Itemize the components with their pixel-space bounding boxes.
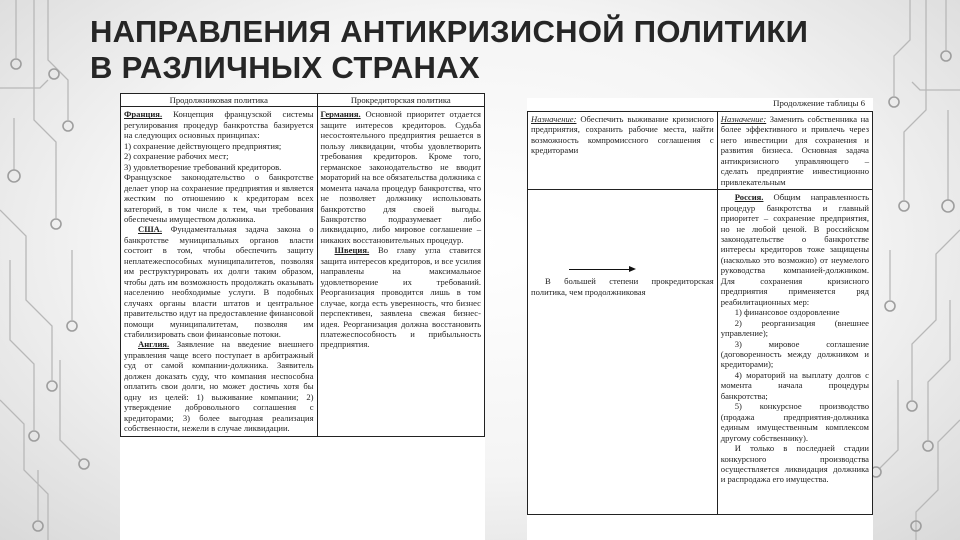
uk-paragraph [124, 339, 314, 433]
creditor-policy-cell [317, 107, 484, 436]
russia-label: Россия. [734, 192, 764, 203]
policy-table-left [120, 93, 485, 437]
header-debtor-policy: Продолжниковая политика [121, 94, 318, 107]
russia-item-1: 1) финансовое оздоровление [734, 307, 840, 318]
usa-text: Фундаментальная задача закона о банкротстве муниципальных органов власти состоит в том, чтобы обеспечить защиту неплатежеспособных муниципалитетов, позволяя им реструктурировать их долги таким образом, чтобы дать им возможность продолжать оказывать населению необходимые услуги. В подобных случаях органы власти штатов и центральное правительство идут на предоставление финансовой помощи муниципалитетам, позволяя им стабилизировать свои финансовые потоки. [124, 224, 314, 339]
debtor-policy-cell [121, 107, 318, 436]
usa-paragraph [124, 224, 314, 339]
arrow-head-icon [629, 266, 636, 272]
russia-item-5: 5) конкурсное производство (продажа предприятия-должника единым имущественным комплексом другому собственнику). [720, 401, 869, 443]
uk-text: Заявление на введение внешнего управления чаще всего поступает в арбитражный суд от самой компании-должника. Заявитель должен доказать суду, что компания неспособна оплатить свои долги, но может достичь хотя бы одну из целей: 1) выживание компании; 2) утверждение добровольного соглашения с кредиторами; 3) более выгодная реализация собственности, нежели в случае ликвидации. [124, 339, 314, 434]
purpose-left-paragraph [531, 114, 714, 156]
russia-item-3: 3) мировое соглашение (договоренность между должником и кредиторами); [720, 338, 869, 370]
sweden-label: Швеция. [334, 245, 370, 256]
arrow [531, 262, 714, 276]
policy-table-right [527, 111, 873, 515]
russia-text: Общим направленность процедур банкротства и главный приоритет – сохранение предприятия, но не любой ценой. В российском законодательстве о банкротстве интересы кредиторов тоже защищены (насколько это возможно) от неумелого руководства компанией-должником. Для сохранения кризисного предприятия применяется ряд реабилитационных мер: [720, 192, 869, 307]
purpose-cell-left [528, 112, 718, 190]
arrow-caption: В большей степени прокредиторская политика, чем продолжниковая [531, 276, 714, 297]
sweden-text: Во главу угла ставится защита интересов кредиторов, и все усилия направлены на максимальное удовлетворение их требований. Реорганизация проводится лишь в том случае, когда есть уверенность, что бизнес перспективен, заявлена свежая бизнес-идея. Реорганизация должна восстановить платежеспособность и прибыльность предприятия. [320, 245, 481, 350]
header-creditor-policy: Прокредиторская политика [317, 94, 484, 107]
france-item-2: 2) сохранение рабочих мест; [124, 151, 229, 162]
france-item-1: 1) сохранение действующего предприятия; [124, 140, 282, 151]
russia-tail: И только в последней стадии конкурсного производства осуществляется ликвидация должника и распродажа его имущества. [720, 443, 869, 485]
purpose-cell-right [717, 112, 872, 190]
germany-paragraph [321, 109, 481, 245]
slide-title [90, 14, 930, 86]
usa-label: США. [138, 224, 162, 235]
arrow-cell [528, 190, 718, 515]
arrow-line [569, 269, 629, 270]
russia-paragraph [721, 192, 869, 307]
uk-label: Англия. [138, 339, 170, 350]
russia-item-4: 4) мораторий на выплату долгов с момента начала процедуры банкротства; [720, 369, 869, 401]
germany-label: Германия. [320, 109, 361, 120]
purpose-text-left: Обеспечить выживание кризисного предприятия, сохранить рабочие места, найти возможность компромиссного соглашения с кредиторами [531, 114, 714, 156]
purpose-label-right: Назначение: [720, 114, 767, 124]
title-line-2: В РАЗЛИЧНЫХ СТРАНАХ [90, 50, 480, 85]
purpose-label-left: Назначение: [531, 114, 577, 124]
sweden-paragraph [321, 245, 481, 350]
right-document-scan [527, 98, 873, 540]
left-document-scan [120, 93, 485, 540]
france-label: Франция. [124, 109, 163, 120]
russia-item-2: 2) реорганизация (внешнее управление); [720, 317, 869, 339]
russia-cell [717, 190, 872, 515]
purpose-text-right: Заменить собственника на более эффективного и привлечь через него инвестиции для сохранения и развития бизнеса. Основная задача антикризисного управляющего – сделать предприятие инвестиционно привлекательным [720, 114, 869, 187]
table-continuation-caption: Продолжение таблицы 6 [773, 98, 865, 108]
germany-text: Основной приоритет отдается защите интересов кредиторов. Судьба несостоятельного предприятия решается в пользу ликвидации, чтобы удовлетворить требования кредиторов. Кроме того, германское законодательство не вводит мораторий на все обязательства должника с момента начала процедур банкротства, что не позволяет должнику использовать банкротство для своей выгоды. Банкротство подразумевает либо ликвидацию, либо мировое соглашение – никаких восстановительных процедур. [320, 109, 481, 245]
purpose-right-paragraph [721, 114, 869, 187]
france-text-2: Французское законодательство о банкротстве делает упор на сохранение предприятия и является жестким по отношению к кредиторам всех категорий, в том числе к тем, чьи требования обеспечены имуществом должника. [124, 172, 314, 224]
france-item-3: 3) удовлетворение требований кредиторов. [124, 161, 282, 172]
france-paragraph [124, 109, 314, 140]
title-line-1: НАПРАВЛЕНИЯ АНТИКРИЗИСНОЙ ПОЛИТИКИ [90, 14, 809, 49]
france-text: Концепция французской системы регулирования процедур банкротства базируется на следующих основных принципах: [124, 109, 314, 141]
